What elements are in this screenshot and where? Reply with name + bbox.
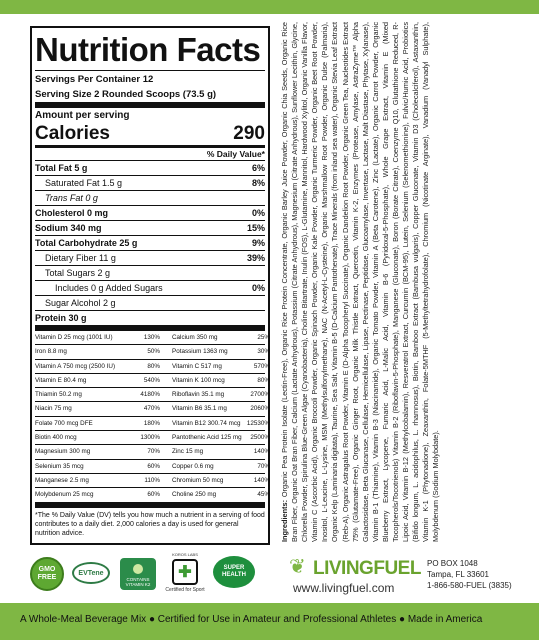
gmo-free-badge: GMO FREE — [30, 557, 64, 591]
nutrient-row: Total Carbohydrate 25 g 9% — [35, 236, 265, 251]
company-address: PO BOX 1048 Tampa, FL 33601 1-866-580-FUEL (3835) — [427, 559, 512, 590]
serving-size: Serving Size 2 Rounded Scoops (73.5 g) — [35, 87, 265, 108]
vitamin-row: Magnesium 300 mg 70% Zinc 15 mg 140% — [35, 445, 265, 459]
amount-per-serving: Amount per serving — [35, 110, 130, 121]
certified-for-sport-label: Certified for Sport — [165, 587, 205, 593]
nutrient-row: Cholesterol 0 mg 0% — [35, 206, 265, 221]
livingfuel-logo — [289, 554, 421, 598]
vitamin-row: Vitamin D 25 mcg (1001 IU) 130% Calcium 350 mg 25% — [35, 331, 265, 345]
nutrition-facts-panel — [30, 26, 270, 545]
vitamin-row: Thiamin 50.2 mg 4180% Riboflavin 35.1 mg 2700% — [35, 388, 265, 402]
evtene-badge: EVTene — [72, 562, 110, 584]
nutrient-row: Total Sugars 2 g — [35, 266, 265, 281]
leaf-logo-icon: ❦ — [289, 556, 306, 578]
brand-url: www.livingfuel.com — [293, 581, 395, 595]
vitamin-k2-badge: CONTAINS VITAMIN K2 — [120, 558, 156, 590]
vitamin-row: Folate 700 mcg DFE 180% Vitamin B12 300.74 mcg 12530% — [35, 417, 265, 431]
daily-value-footnote: *The % Daily Value (DV) tells you how much a nutrient in a serving of food contributes to a daily diet. 2,000 calories a day is used for general nutrition advice. — [35, 511, 265, 537]
vitamin-row: Selenium 35 mcg 60% Copper 0.6 mg 70% — [35, 460, 265, 474]
servings-per-container: Servings Per Container 12 — [35, 74, 154, 85]
ingredients-label: Ingredients: — [280, 499, 289, 542]
ingredients-text-block — [280, 22, 530, 542]
vitamin-row: Iron 8.8 mg 50% Potassium 1363 mg 30% — [35, 345, 265, 359]
plus-check-icon: ✚ — [172, 559, 198, 585]
nutrient-row: Includes 0 g Added Sugars 0% — [35, 281, 265, 296]
nutrient-row: Dietary Fiber 11 g 39% — [35, 251, 265, 266]
koros-labs-label: KOROS LABS — [172, 552, 198, 557]
leaf-icon — [133, 564, 143, 574]
top-green-band — [0, 0, 539, 14]
nutrient-row: Sugar Alcohol 2 g — [35, 296, 265, 311]
vitamin-row: Manganese 2.5 mg 110% Chromium 50 mcg 140% — [35, 474, 265, 488]
nutrition-title: Nutrition Facts — [35, 30, 265, 71]
vitamin-row: Vitamin A 750 mcg (2500 IU) 80% Vitamin C 517 mg 570% — [35, 360, 265, 374]
ingredients-panel — [280, 22, 530, 542]
ingredients-list: Organic Pea Protein Isolate (Lectin-Free), Organic Rice Protein Concentrate, Organic Barley Juice Powder, Organic Chia Seeds, Organic Rice Bran Fiber, Organic Oat Bran Fiber, Calcium (Lactate Anhydrous), Potassium (Citrate Anhydrous), Magnesium (Citrate Anhydrous), Sunflower Lecithin, Glycine, Chlorella Powder, Spirulina Blue-Green Algae (Cyanobacteria), Choline Bitartrate, Inulin (FOS), L-Glutamine, Mannitol, Hardwood Xylitol, Organic Vanilla Flavor, Vitamin C (Ascorbic Acid), Organic Broccoli Powder, Organic Spinach Powder, Organic Kale Powder, Organic Turmeric Powder, Organic Beet Root Powder, Inositol, L-Leucine, L-Lysine, MSM (Methylsulfonylmethane), NAC (N-Acetyl-L-Cysteine), Organic Marshmallow Root Powder, Organic Dulse (Palmaria), Organic Kelp (Laminaria digitata), Taurine, Sea Salt, Vitamin B-5 (D-Calcium Pantothenate), Trace Minerals (from inland sea water), Organic Stevia Leaf Extract (Reb-A), Organic Astragalus Root Powder, Vitamin E (D-Alpha Tocopheryl Succinate), Organic Dandelion Root Powder, Organic Green Tea, Nucleotides Extract 75% (Glutamate-Free), Organic Ginger Root, Organic Milk Thistle Extract, Quercetin, Vitamin K-2, Enzymes (Protease, Amylase, AstraZyme™ Alpha Galactosidase, Beta Glucanase, Cellulase, Hemicellulase, Lipase, Pectinase, Peptidase, Glucoamylase, Invertase, Lactase, Malt Diastase, Phytase, Xylanase), Vitamin B-1 (Thiamine), Vitamin B-3 (Niacinamide), Organic Tomato Powder, Vitamin A (Beta Carotene), Zinc (Lactate), Organic Carrot Powder, Organic Blueberry Extract, Lycopene, Fumaric Acid, L-Malic Acid, Vitamin B-6 (Pyridoxal-5-Phosphate), Whole Grape Extract, Vitamin E (Mixed Tocopherols/Tocotrienols) Vitamin B-2 (Riboflavin-5-Phosphate), Manganese (Gluconate), Boron (Borate Citrate), Coenzyme Q10, Glutathione Reduced, R-Lipoic Acid, Vitamin B-12 (Methylcobalamin), Resveratrol Extract, Curcumin (BCM-95), Lutein, Selenium (Selenomethionine), Fulvic/Humic Acid, Probiotics (Bifido longum, L. acidophilus, L. rhamnosus), Biotin, Bamboo Extract (Bambusa vulgaris), Copper Gluconate, Vitamin D3 (Cholecalciferol), Astaxanthin, Vitamin K-1 (Phytonadione), Zeaxanthin, Folate-5MTHF (5-Methyltetrahydrofolate), Chromium (Nicotinate Arginate), Vanadium (Vanadyl Sulphate), Molybdenum (Sodium Molybdate). — [280, 22, 441, 542]
calories-row — [35, 123, 265, 148]
nutrient-row: Trans Fat 0 g — [35, 191, 265, 206]
daily-value-header: % Daily Value* — [35, 148, 265, 161]
super-health-badge: SUPER HEALTH — [213, 556, 255, 588]
product-tagline: A Whole-Meal Beverage Mix ● Certified for Use in Amateur and Professional Athletes ● Made in America — [20, 614, 483, 625]
nutrient-row: Saturated Fat 1.5 g 8% — [35, 176, 265, 191]
brand-name: LIVINGFUEL — [313, 558, 421, 579]
vitamin-row: Niacin 75 mg 470% Vitamin B6 35.1 mg 2060% — [35, 402, 265, 416]
certified-for-sport-badge — [163, 552, 207, 602]
vitamin-row: Molybdenum 25 mcg 60% Choline 250 mg 45% — [35, 488, 265, 507]
nutrient-row: Total Fat 5 g 6% — [35, 161, 265, 176]
calories-label: Calories — [35, 123, 110, 144]
vitamin-row: Vitamin E 80.4 mg 540% Vitamin K 100 mcg 80% — [35, 374, 265, 388]
calories-value: 290 — [233, 123, 265, 144]
nutrient-row: Protein 30 g — [35, 311, 265, 331]
vitamin-row: Biotin 400 mcg 1300% Pantothenic Acid 125 mg 2500% — [35, 431, 265, 445]
nutrient-row: Sodium 340 mg 15% — [35, 221, 265, 236]
